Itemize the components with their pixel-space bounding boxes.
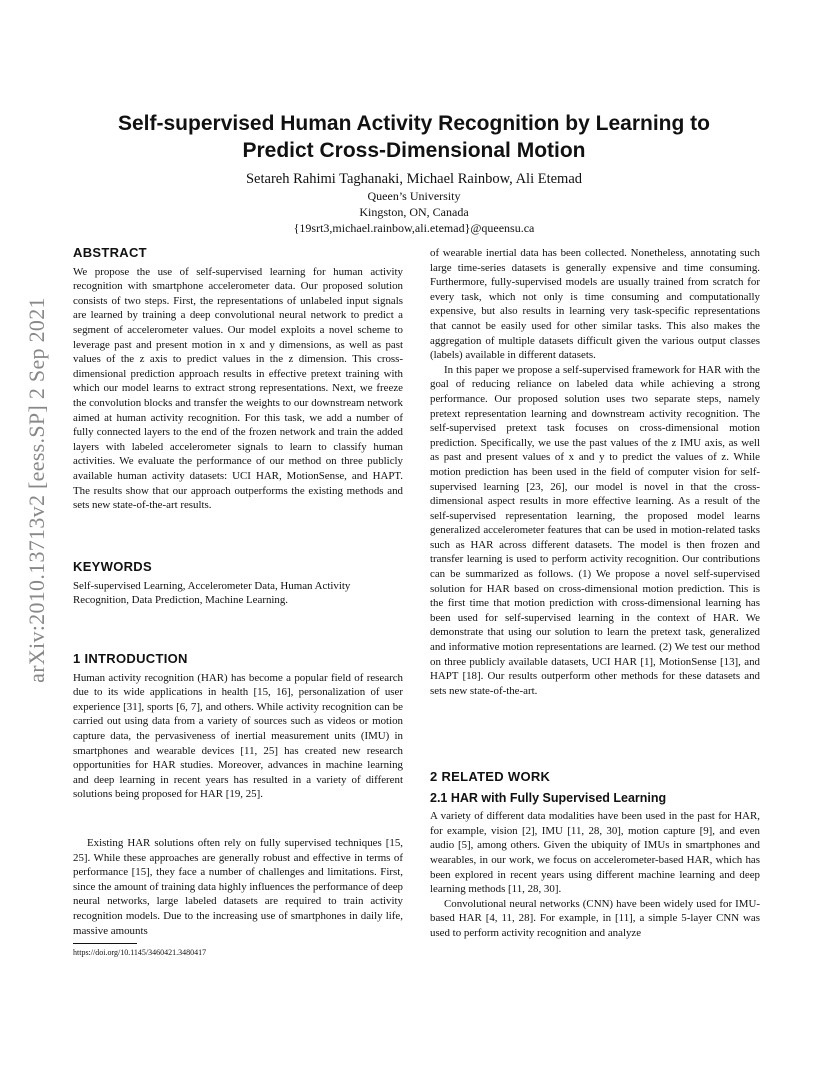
title-line-1: Self-supervised Human Activity Recognition by Learning to bbox=[118, 112, 710, 135]
keywords-section bbox=[73, 560, 403, 608]
title-line-2: Predict Cross-Dimensional Motion bbox=[242, 139, 586, 162]
location: Kingston, ON, Canada bbox=[359, 205, 469, 219]
intro-continuation-paragraph: of wearable inertial data has been collected. Nonetheless, annotating such large time-series datasets is generally expensive and time consuming. Furthermore, fully-supervised models are usually trained from scratch for every task, which not only is time consuming and computationally expensive, but also results in learning very task-specific representations that cannot be easily used for other similar tasks. This also makes the aggregation of multiple datasets difficult given the various output classes (labels) available in different datasets. bbox=[430, 247, 760, 362]
keywords-text: Self-supervised Learning, Accelerometer Data, Human Activity Recognition, Data Prediction, Machine Learning. bbox=[73, 579, 351, 607]
introduction-right bbox=[430, 246, 760, 698]
proposed-method-paragraph: In this paper we propose a self-supervised framework for HAR with the goal of reducing reliance on labeled data while achieving a strong performance. Our proposed solution uses two separate steps, namely pretext representation learning and downstream activity recognition. The self-supervised pretext task focuses on cross-dimensional motion prediction. Specifically, we use the past values of the z IMU axis, as well as past and present values of x and y to predict the values of z. While motion prediction has been used in the field of computer vision for self-supervised learning [23, 26], our model is novel in that the cross-dimensional aspect results in more effective learning. As a result of the self-supervised representation learning, the proposed model learns generalized accelerometer features that can be used in motion-related tasks such as HAR across different datasets. The model is then frozen and transfer learning is used to perform activity recognition. Our contributions can be summarized as follows. (1) We propose a novel self-supervised solution for HAR based on cross-dimensional motion prediction. This is the first time that motion prediction with cross-dimensional learning has been used for self-supervised learning in the context of HAR. We demonstrate that using our solution to learn the pretext task, generalized and informative motion representations are learned. (2) We test our method on three publicly available datasets, UCI HAR [1], MotionSense [13], and HAPT [18]. Our results outperform other methods for these datasets and sets new state-of-the-art. bbox=[430, 363, 760, 697]
introduction-section bbox=[73, 652, 403, 802]
paper-title bbox=[60, 110, 768, 164]
arxiv-identifier: arXiv:2010.13713v2 [eess.SP] 2 Sep 2021 bbox=[24, 297, 49, 683]
emails: {19srt3,michael.rainbow,ali.etemad}@queensu.ca bbox=[293, 221, 535, 235]
introduction-heading: 1 INTRODUCTION bbox=[73, 651, 188, 666]
institution: Queen’s University bbox=[367, 189, 461, 203]
introduction-paragraph-1: Human activity recognition (HAR) has become a popular field of research due to its wide applications in health [15, 16], personalization of user experience [31], sports [6, 7], and others. While activity recognition can be carried out using data from a variety of sources such as videos or motion capture data, the pervasiveness of inertial measurement units (IMU) in smartphones and wearable devices [11, 25] has created new research opportunities for HAR studies. Moreover, advances in machine learning and deep learning in recent years has resulted in a variety of different solutions being proposed for HAR [19, 25]. bbox=[73, 671, 403, 801]
affiliation-block bbox=[0, 188, 828, 236]
arxiv-sidebar bbox=[22, 295, 52, 685]
abstract-heading: ABSTRACT bbox=[73, 245, 147, 260]
related-work-paragraph-1: A variety of different data modalities have been used in the past for HAR, for example, vision [2], IMU [11, 28, 30], motion capture [9], and even audio [5], among others. Given the ubiquity of IMUs in smartphones and wearables, in our work, we focus on accelerometer-based HAR, which has been explored in recent years using different machine learning and deep learning methods [11, 28, 30]. bbox=[430, 810, 760, 896]
subsection-heading: 2.1 HAR with Fully Supervised Learning bbox=[430, 790, 667, 805]
keywords-heading: KEYWORDS bbox=[73, 559, 152, 574]
related-work-paragraph-2: Convolutional neural networks (CNN) have been widely used for IMU-based HAR [4, 11, 28]. For example, in [11], a simple 5-layer CNN was used to perform activity recognition and analyze bbox=[430, 897, 760, 939]
introduction-continued bbox=[73, 836, 403, 938]
author-list: Setareh Rahimi Taghanaki, Michael Rainbow, Ali Etemad bbox=[245, 171, 583, 187]
related-work-heading: 2 RELATED WORK bbox=[430, 769, 551, 784]
doi-footnote: https://doi.org/10.1145/3460421.3480417 bbox=[73, 948, 207, 957]
footnote-rule bbox=[73, 943, 137, 944]
abstract-section bbox=[73, 246, 403, 513]
abstract-text: We propose the use of self-supervised learning for human activity recognition with smartphone accelerometer data. Our proposed solution consists of two steps. First, the representations of unlabeled input signals are learned by training a deep convolutional neural network to predict a segment of accelerometer values. Our model exploits a novel scheme to leverage past and present motion in x and y dimensions, as well as past values of the z axis to predict values in the z dimension. This cross-dimensional prediction approach results in effective pretext training with which our model learns to extract strong representations. Next, we freeze the convolution blocks and transfer the weights to our downstream network aimed at human activity recognition. For this task, we add a number of fully connected layers to the end of the frozen network and train the added layers with labeled accelerometer signals to learn to classify human activities. We evaluate the performance of our method on three publicly available human activity datasets: UCI HAR, MotionSense, and HAPT. The results show that our approach outperforms the existing methods and sets new state-of-the-art results. bbox=[73, 265, 403, 512]
related-work-section bbox=[430, 770, 760, 941]
introduction-paragraph-2: Existing HAR solutions often rely on fully supervised techniques [15, 25]. While these approaches are generally robust and effective in terms of performance [15], they face a number of challenges and limitations. First, since the amount of training data highly influences the performance of deep neural networks, large labeled datasets are required to train activity recognition models. Due to the increasing use of smartphones in daily life, massive amounts bbox=[73, 837, 403, 937]
